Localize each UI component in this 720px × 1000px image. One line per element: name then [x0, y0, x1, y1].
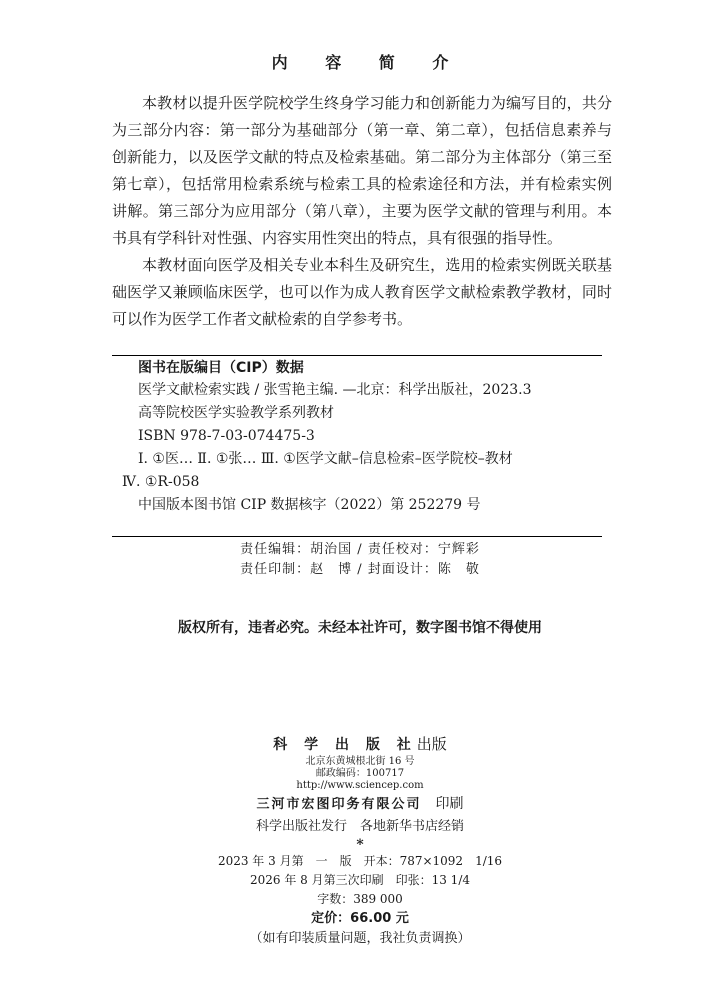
cip-heading: 图书在版编目（CIP）数据	[138, 360, 304, 376]
printer-suffix: 印刷	[435, 796, 464, 812]
cip-isbn: ISBN 978-7-03-074475-3	[138, 428, 315, 444]
publisher-postcode: 邮政编码：100717	[315, 768, 405, 779]
cip-series: 高等院校医学实验教学系列教材	[138, 405, 334, 421]
credits-line: 责任印制：赵 博 / 封面设计：陈 敬	[240, 562, 480, 577]
editor-credits	[0, 540, 720, 580]
summary-title: 内 容 简 介	[271, 53, 465, 72]
publisher-name-line	[0, 733, 720, 756]
summary-body	[112, 90, 612, 333]
summary-paragraph: 本教材以提升医学院校学生终身学习能力和创新能力为编写目的，共分为三部分内容：第一部分为基础部分（第一章、第二章），包括信息素养与创新能力，以及医学文献的特点及检索基础。第二部分为主体部分（第三至第七章），包括常用检索系统与检索工具的检索途径和方法，并有检索实例讲解。第三部分为应用部分（第八章），主要为医学文献的管理与利用。本书具有学科针对性强、内容实用性突出的特点，具有很强的指导性。	[112, 94, 612, 247]
cip-bottom-rule	[112, 536, 602, 537]
printer-name: 三河市宏图印务有限公司	[256, 797, 422, 812]
separator-star: *	[356, 837, 364, 853]
publisher-address: 北京东黄城根北街 16 号	[305, 756, 415, 767]
edition-line: 2023 年 3 月第 一 版 开本：787×1092 1/16	[217, 854, 503, 868]
publisher-block	[0, 733, 720, 949]
cip-subjects: Ⅰ. ①医… Ⅱ. ①张… Ⅲ. ①医学文献–信息检索–医学院校–教材	[138, 451, 513, 467]
printing-line: 2026 年 8 月第三次印刷 印张：13 1/4	[249, 873, 470, 887]
word-count-line: 字数：389 000	[317, 892, 403, 906]
credits-line: 责任编辑：胡治国 / 责任校对：宁辉彩	[240, 542, 480, 557]
cip-block	[112, 357, 602, 517]
price-line: 定价：66.00 元	[311, 911, 409, 926]
cip-book-line: 医学文献检索实践 / 张雪艳主编. —北京：科学出版社，2023.3	[138, 382, 532, 398]
cip-classification: Ⅳ. ①R-058	[122, 474, 200, 490]
publisher-suffix: 出版	[416, 735, 447, 753]
printer-line	[0, 793, 720, 816]
rights-notice: 版权所有，违者必究。未经本社许可，数字图书馆不得使用	[178, 620, 542, 636]
publisher-name: 科 学 出 版 社	[273, 737, 417, 753]
cip-top-rule	[112, 355, 602, 356]
publisher-website: http://www.sciencep.com	[296, 780, 424, 791]
quality-note: （如有印装质量问题，我社负责调换）	[249, 931, 471, 946]
distribution-line: 科学出版社发行 各地新华书店经销	[255, 819, 464, 834]
summary-paragraph: 本教材面向医学及相关专业本科生及研究生，选用的检索实例既关联基础医学又兼顾临床医学，也可以作为成人教育医学文献检索教学教材，同时可以作为医学工作者文献检索的自学参考书。	[112, 256, 612, 328]
cip-record-number: 中国版本图书馆 CIP 数据核字（2022）第 252279 号	[138, 497, 481, 513]
